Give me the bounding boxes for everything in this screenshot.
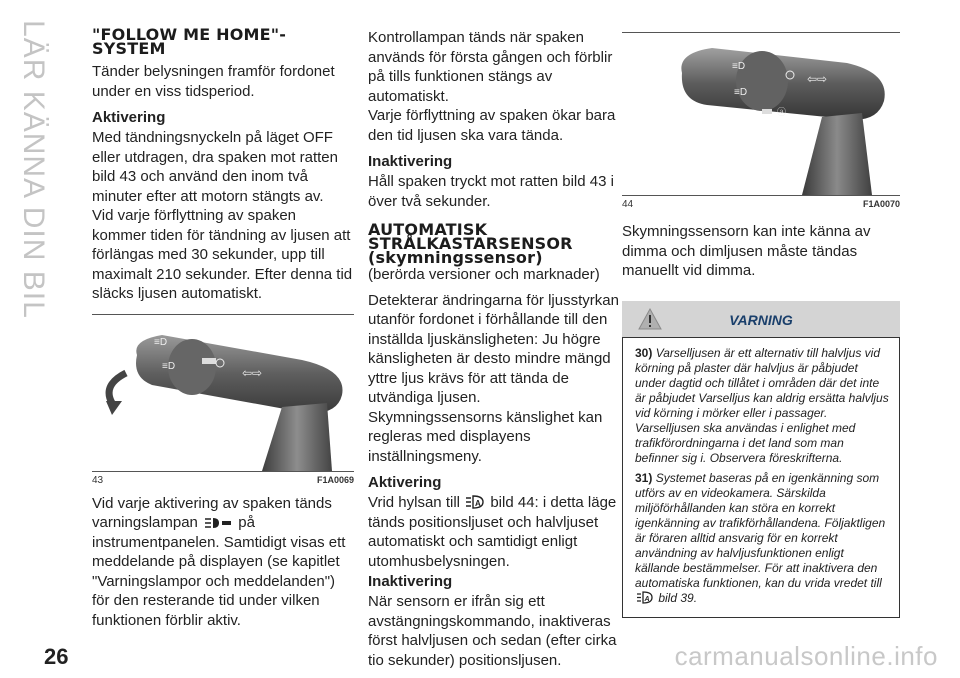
figure-bottom-rule: [92, 471, 354, 472]
stalk-illustration-44: [622, 33, 900, 195]
svg-text:≡D: ≡D: [734, 87, 748, 98]
stalk-illustration-43: [92, 315, 354, 471]
sensor-inactivation-title: Inaktivering: [368, 573, 453, 590]
activation-title: Aktivering: [92, 109, 166, 126]
warning-31-text-b: bild 39.: [658, 590, 698, 605]
figure-bottom-rule: [622, 195, 900, 196]
page-number: 26: [44, 644, 69, 669]
svg-text:≡D: ≡D: [154, 336, 168, 348]
svg-text:ⓐ: ⓐ: [777, 107, 787, 117]
warning-title: VARNING: [729, 311, 793, 328]
warning-box: [622, 337, 900, 618]
indicator-text-2: Varje förflyttning av spaken ökar bara den tid ljusen ska vara tända.: [368, 107, 616, 144]
sensor-inactivation-text: När sensorn er ifrån sig ett avstängningskommando, inaktiveras först halvljusen och sedan (efter cirka tio sekunder) positionsljusen.: [368, 593, 617, 669]
versions-note: (berörda versioner och marknader): [368, 266, 600, 283]
sensor-activation-text: [368, 493, 620, 571]
figure-code: F1A0069: [316, 474, 354, 485]
sensor-activation-text-a: Vrid hylsan till: [368, 494, 460, 511]
svg-text:⇦⇨: ⇦⇨: [242, 365, 263, 380]
figure-number: 44: [622, 199, 634, 210]
sensor-activation-title: Aktivering: [368, 474, 442, 491]
inactivation-text: Håll spaken tryckt mot ratten bild 43 i över två sekunder.: [368, 173, 614, 210]
sensor-text-2: Skymningssensorns känslighet kan regleras med displayens inställningsmeny.: [368, 408, 603, 465]
inactivation-title: Inaktivering: [368, 153, 453, 170]
watermark: carmanualsonline.info: [674, 641, 938, 671]
figure-number: 43: [92, 474, 104, 486]
auto-light-icon: [636, 591, 654, 604]
figure-caption-43: [92, 475, 354, 486]
warning-lamp-text: [92, 494, 354, 631]
svg-text:A: A: [475, 499, 481, 508]
warning-31-number: 31): [635, 470, 653, 485]
warning-lamp-text-a: Vid varje aktivering av spaken tänds varningslampan: [92, 494, 332, 531]
column-3: [622, 28, 900, 618]
svg-text:≡D: ≡D: [732, 61, 746, 72]
section-sidebar: [14, 20, 54, 319]
activation-text-1: Med tändningsnyckeln på läget OFF eller utdragen, dra spaken mot ratten bild 43 och använd den inom två minuter efter att motorn stängts av.: [92, 129, 338, 205]
figure-code: F1A0070: [862, 199, 900, 209]
follow-me-home-intro: Tänder belysningen framför fordonet under en viss tidsperiod.: [92, 63, 335, 100]
warning-31: [635, 471, 889, 606]
activation-text-2: Vid varje förflyttning av spaken kommer tiden för tändning av ljusen att förlängas med 30 sekunder, upp till maximalt 210 sekunder. Efter denna tid släcks ljusen automatiskt.: [92, 207, 353, 302]
warning-header: [622, 301, 900, 337]
warning-30-text: Varselljusen är ett alternativ till halvljus vid körning på plaster där halvljus är påbjudet under dagtid och tillåtet i områden där det inte är påbjudet Varselljus kan aldrig ersätta halvljus vid körning i mörker eller i passager. Varselljusen ska användas i enlighet med trafikförordningarna i det land som man befinner sig i. Observera föreskrifterna.: [635, 345, 889, 465]
svg-text:A: A: [644, 595, 650, 603]
auto-light-icon: [465, 495, 485, 509]
follow-me-home-icon: [203, 517, 233, 529]
warning-lamp-text-b: på instrumentpanelen. Samtidigt visas ett meddelande på displayen (se kapitlet "Varningslampor och meddelanden") för den resterande tid under vilken funktionen förblir aktiv.: [92, 514, 346, 629]
svg-text:⇦⇨: ⇦⇨: [807, 72, 828, 86]
sensor-activation-text-b: bild 44: i detta läge tänds positionsljuset och halvljuset automatiskt och samtidigt enligt utomhusbelysningen.: [368, 494, 617, 570]
figure-43: [92, 314, 354, 486]
warning-30-number: 30): [635, 345, 653, 360]
auto-headlight-heading: AUTOMATISK STRÅLKASTARSENSOR (skymningssensor): [368, 220, 573, 267]
indicator-text-1: Kontrollampan tänds när spaken används för första gången och förblir på tills funktionen stängs av automatiskt.: [368, 29, 613, 105]
column-2: [368, 28, 620, 670]
warning-31-text-a: Systemet baseras på en igenkänning som utförs av en videokamera. Särskilda miljöförhållanden kan störa en korrekt igenkänning av trafikförhållandena. Följaktligen är föraren alltid ansvarig för en korrekt användning av halvljusfunktionen enligt källande bestämmelser. För att inaktivera den automatiska funktionen, kan du vrida vredet till: [635, 470, 886, 590]
section-title: LÄR KÄNNA DIN BIL: [17, 20, 50, 319]
column-1: [92, 25, 354, 630]
fog-note: Skymningssensorn kan inte känna av dimma och dimljusen måste tändas manuellt vid dimma.: [622, 223, 871, 279]
follow-me-home-heading: "FOLLOW ME HOME"-SYSTEM: [92, 25, 287, 58]
figure-44: [622, 32, 900, 210]
sensor-text-1: Detekterar ändringarna för ljusstyrkan utanför fordonet i förhållande till den inställda ljuskänsligheten: Ju högre känsligheten är desto mindre mängd yttre ljus krävs för att tända de utvändiga ljusen.: [368, 291, 619, 406]
figure-caption-44: [622, 199, 900, 210]
svg-text:≡D: ≡D: [162, 360, 176, 372]
warning-30: [635, 346, 889, 466]
